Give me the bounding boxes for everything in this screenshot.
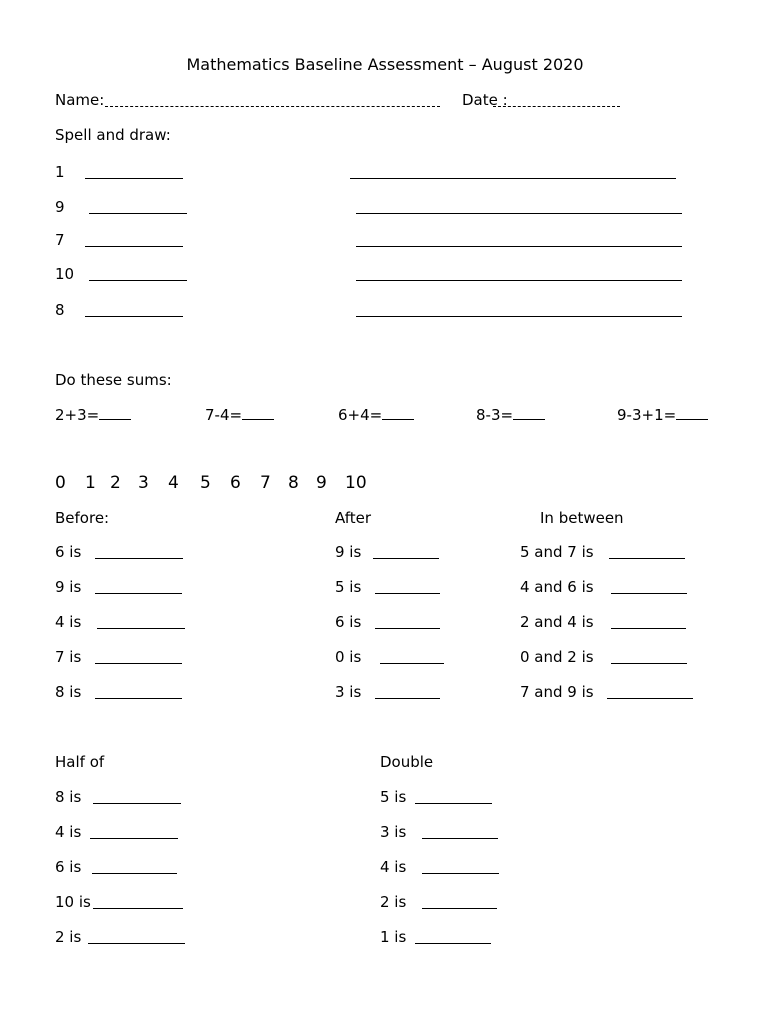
after-answer-field[interactable] [380,649,444,664]
half-item-label: 6 is [55,858,82,876]
half-answer-field[interactable] [90,824,178,839]
spell-number: 1 [55,163,65,181]
double-answer-field[interactable] [415,789,492,804]
spell-word-field[interactable] [85,302,183,317]
page-title: Mathematics Baseline Assessment – August 2020 [186,55,584,74]
between-answer-field[interactable] [607,684,693,699]
after-answer-field[interactable] [373,544,439,559]
spell-number: 8 [55,301,65,319]
double-item-label: 3 is [380,823,407,841]
after-answer-field[interactable] [375,579,440,594]
after-item-label: 3 is [335,683,362,701]
after-item-label: 6 is [335,613,362,631]
before-item-label: 9 is [55,578,82,596]
name-label: Name: [55,91,105,109]
half-answer-field[interactable] [93,894,183,909]
before-item-label: 8 is [55,683,82,701]
double-item-label: 2 is [380,893,407,911]
number-line-digit: 9 [316,473,327,493]
number-line-digit: 6 [230,473,241,493]
sum-expression: 8-3= [476,406,514,424]
sum-answer-field[interactable] [99,405,131,420]
between-item-label: 2 and 4 is [520,613,594,631]
after-item-label: 9 is [335,543,362,561]
spell-number: 9 [55,198,65,216]
before-answer-field[interactable] [97,614,185,629]
sum-expression: 9-3+1= [617,406,677,424]
date-field[interactable] [493,92,620,107]
half-answer-field[interactable] [92,859,177,874]
spell-word-field[interactable] [85,232,183,247]
sum-item [476,405,545,425]
between-answer-field[interactable] [611,614,686,629]
before-answer-field[interactable] [95,579,182,594]
spell-drawing-line[interactable] [350,164,676,179]
after-heading: After [335,509,372,527]
double-answer-field[interactable] [422,894,497,909]
sum-answer-field[interactable] [242,405,274,420]
half-item-label: 2 is [55,928,82,946]
spell-drawing-line[interactable] [356,232,682,247]
double-item-label: 4 is [380,858,407,876]
after-item-label: 5 is [335,578,362,596]
date-label: Date : [462,91,508,109]
half-heading: Half of [55,753,105,771]
sum-expression: 6+4= [338,406,383,424]
spell-number: 10 [55,265,75,283]
spell-heading: Spell and draw: [55,126,171,144]
number-line-digit: 1 [85,473,96,493]
half-answer-field[interactable] [88,929,185,944]
between-answer-field[interactable] [611,649,687,664]
sum-answer-field[interactable] [676,405,708,420]
between-item-label: 4 and 6 is [520,578,594,596]
spell-drawing-line[interactable] [356,302,682,317]
before-heading: Before: [55,509,110,527]
name-field[interactable] [105,92,440,107]
double-answer-field[interactable] [422,824,498,839]
double-answer-field[interactable] [415,929,491,944]
sum-item [55,405,131,425]
number-line-digit: 10 [345,473,367,493]
between-answer-field[interactable] [609,544,685,559]
double-item-label: 5 is [380,788,407,806]
before-item-label: 4 is [55,613,82,631]
after-answer-field[interactable] [375,614,440,629]
after-answer-field[interactable] [375,684,440,699]
double-answer-field[interactable] [422,859,499,874]
half-item-label: 4 is [55,823,82,841]
number-line-digit: 5 [200,473,211,493]
after-item-label: 0 is [335,648,362,666]
sum-expression: 2+3= [55,406,100,424]
sum-item [338,405,414,425]
between-answer-field[interactable] [611,579,687,594]
half-item-label: 8 is [55,788,82,806]
spell-drawing-line[interactable] [356,266,682,281]
spell-drawing-line[interactable] [356,199,682,214]
number-line-digit: 7 [260,473,271,493]
sum-item [205,405,274,425]
number-line-digit: 0 [55,473,66,493]
double-heading: Double [380,753,434,771]
before-item-label: 7 is [55,648,82,666]
before-answer-field[interactable] [95,649,182,664]
sums-heading: Do these sums: [55,371,172,389]
between-item-label: 7 and 9 is [520,683,594,701]
between-item-label: 5 and 7 is [520,543,594,561]
number-line-digit: 8 [288,473,299,493]
sum-item [617,405,708,425]
sum-answer-field[interactable] [382,405,414,420]
before-answer-field[interactable] [95,544,183,559]
spell-number: 7 [55,231,65,249]
double-item-label: 1 is [380,928,407,946]
between-heading: In between [540,509,624,527]
half-answer-field[interactable] [93,789,181,804]
number-line-digit: 2 [110,473,121,493]
between-item-label: 0 and 2 is [520,648,594,666]
spell-word-field[interactable] [89,199,187,214]
sum-answer-field[interactable] [513,405,545,420]
spell-word-field[interactable] [89,266,187,281]
spell-word-field[interactable] [85,164,183,179]
before-item-label: 6 is [55,543,82,561]
before-answer-field[interactable] [95,684,182,699]
sum-expression: 7-4= [205,406,243,424]
number-line-digit: 3 [138,473,149,493]
number-line-digit: 4 [168,473,179,493]
half-item-label: 10 is [55,893,91,911]
